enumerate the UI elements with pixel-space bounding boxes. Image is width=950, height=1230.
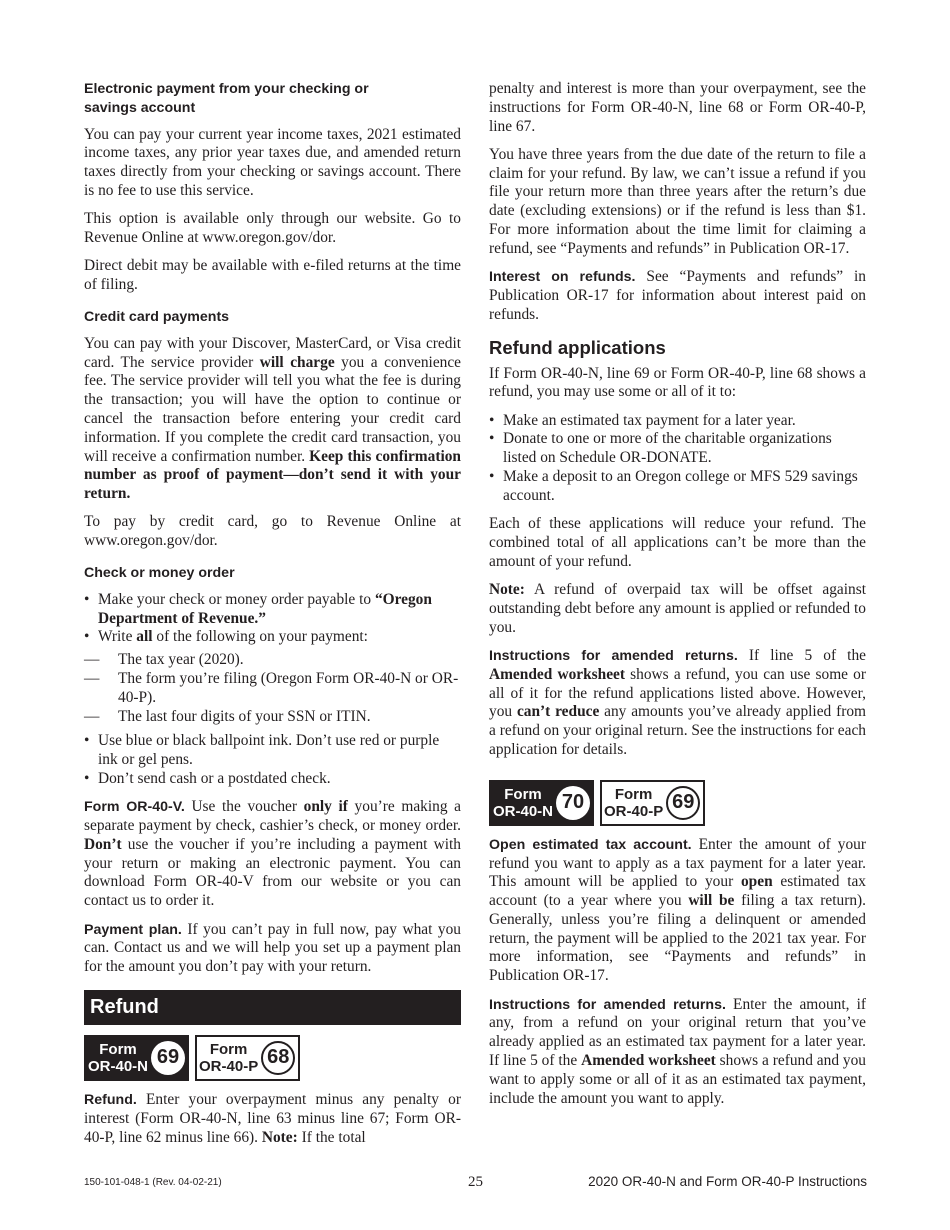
electronic-payment-paragraph: You can pay your current year income taxes, 2021 estimated income taxes, any prior year taxes due, and amended return taxes directly from your checking or savings account. There is no fee to use this service.: [84, 125, 461, 199]
right-column: [489, 80, 866, 1118]
line-badges: [489, 780, 866, 826]
page-number: 25: [468, 1174, 483, 1190]
voucher-paragraph: Form OR-40-V. Use the voucher only if you’re making a separate payment by check, cashier’s check, or money order. Don’t use the voucher if you’re including a payment with your return or making an electronic payment. You can download Form OR-40-V from our website or you can contact us to order it.: [84, 798, 461, 910]
credit-card-paragraph: You can pay with your Discover, MasterCard, or Visa credit card. The service provider will charge you a convenience fee. The service provider will tell you what the fee is during the transaction; you will have the option to continue or cancel the transaction before entering your credit card information. If you complete the credit card transaction, you will receive a confirmation number. Keep this confirmation number as proof of payment—don’t send it with your return.: [84, 334, 462, 503]
refund-section-banner: Refund: [84, 990, 461, 1025]
document-title: 2020 OR-40-N and Form OR-40-P Instructions: [588, 1174, 867, 1189]
line-number-circle: 69: [666, 786, 700, 820]
credit-card-heading: Credit card payments: [84, 308, 230, 325]
revenue-online-paragraph: This option is available only through our website. Go to Revenue Online at www.oregon.gov/dor.: [84, 210, 461, 247]
list-item: • Donate to one or more of the charitable organizations listed on Schedule OR-DONATE.: [489, 430, 866, 468]
open-estimated-tax-paragraph: Open estimated tax account. Enter the amount of your refund you want to apply as a tax payment for a later year. This amount will be applied to your open estimated tax account (to a year where you will be filing a tax return). Generally, unless you’re filing a delinquent or amended return, the payment will be applied to the 2021 tax year. For more information, see “Payments and refunds” in Publication OR-17.: [489, 835, 866, 985]
line-number-circle: 70: [556, 786, 590, 820]
amended-returns-paragraph: Instructions for amended returns. Enter the amount, if any, from a refund on your original return that you’ve already applied as an estimated tax payment for a later year. If line 5 of the Amended worksheet shows a refund and you want to apply some or all of it as an estimated tax payment, include the amount you want to apply.: [489, 995, 866, 1107]
instructions-page: [84, 80, 867, 1160]
list-item: — The last four digits of your SSN or ITIN.: [84, 708, 461, 727]
refund-paragraph: Refund. Enter your overpayment minus any penalty or interest (Form OR-40-N, line 63 minus line 67; Form OR-40-P, line 62 minus line 66). Note: If the total: [84, 1090, 461, 1146]
left-column: [84, 80, 461, 1157]
form-or-40-p-line-badge: Form OR-40-P 69: [600, 780, 705, 826]
amended-returns-paragraph: Instructions for amended returns. If line 5 of the Amended worksheet shows a refund, you can use some or all of it for the refund applications listed above. However, you can’t reduce any amounts you’ve already applied from a refund on your original return. See the instructions for each application for details.: [489, 646, 866, 758]
payment-plan-paragraph: Payment plan. If you can’t pay in full now, pay what you can. Contact us and we will help you set up a payment plan for the amount you don’t pay with your return.: [84, 920, 461, 976]
list-item: • Make your check or money order payable to “Oregon Department of Revenue.”: [84, 591, 461, 629]
page-footer: [84, 1174, 867, 1192]
list-item: • Make a deposit to an Oregon college or MFS 529 savings account.: [489, 468, 866, 506]
list-item: • Make an estimated tax payment for a later year.: [489, 412, 866, 431]
interest-on-refunds-paragraph: Interest on refunds. See “Payments and refunds” in Publication OR-17 for information about interest paid on refunds.: [489, 268, 866, 323]
list-item: • Write all of the following on your payment:: [84, 628, 461, 647]
form-or-40-n-line-badge: Form OR-40-N 69: [84, 1035, 189, 1081]
list-item: — The tax year (2020).: [84, 651, 461, 670]
check-money-order-heading: Check or money order: [84, 565, 235, 582]
refund-applications-heading: Refund applications: [489, 336, 666, 358]
refund-applications-intro: If Form OR-40-N, line 69 or Form OR-40-P, line 68 shows a refund, you may use some or all of it to:: [489, 364, 866, 401]
list-item: • Don’t send cash or a postdated check.: [84, 770, 461, 789]
refund-applications-list: [489, 412, 866, 506]
list-item: • Use blue or black ballpoint ink. Don’t use red or purple ink or gel pens.: [84, 732, 461, 770]
form-or-40-p-line-badge: Form OR-40-P 68: [195, 1035, 300, 1081]
form-revision-code: 150-101-048-1 (Rev. 04-02-21): [84, 1177, 222, 1188]
offset-note-paragraph: Note: A refund of overpaid tax will be offset against outstanding debt before any amount is applied or refunded to you.: [489, 581, 866, 636]
three-years-paragraph: You have three years from the due date of the return to file a claim for your refund. By law, we can’t issue a refund if you file your return more than three years after the return’s due date (excluding extensions) or if the refund is less than $1. For more information about the time limit for claiming a refund, see “Payments and refunds” in Publication OR-17.: [489, 145, 866, 257]
form-or-40-n-line-badge: Form OR-40-N 70: [489, 780, 594, 826]
line-number-circle: 68: [261, 1041, 295, 1075]
continued-paragraph: penalty and interest is more than your overpayment, see the instructions for Form OR-40-N, line 68 or Form OR-40-P, line 67.: [489, 80, 866, 135]
line-number-circle: 69: [151, 1041, 185, 1075]
check-bullet-list: [84, 591, 461, 647]
applications-reduce-paragraph: Each of these applications will reduce your refund. The combined total of all applications can’t be more than the amount of your refund.: [489, 515, 866, 570]
electronic-payment-heading: Electronic payment from your checking or savings account: [84, 81, 369, 116]
line-badges: [84, 1035, 461, 1081]
credit-card-website-paragraph: To pay by credit card, go to Revenue Online at www.oregon.gov/dor.: [84, 513, 461, 550]
list-item: — The form you’re filing (Oregon Form OR-40-N or OR-40-P).: [84, 670, 461, 708]
direct-debit-paragraph: Direct debit may be available with e-filed returns at the time of filing.: [84, 257, 461, 294]
ink-bullet-list: [84, 732, 461, 788]
payment-details-list: [84, 651, 461, 726]
